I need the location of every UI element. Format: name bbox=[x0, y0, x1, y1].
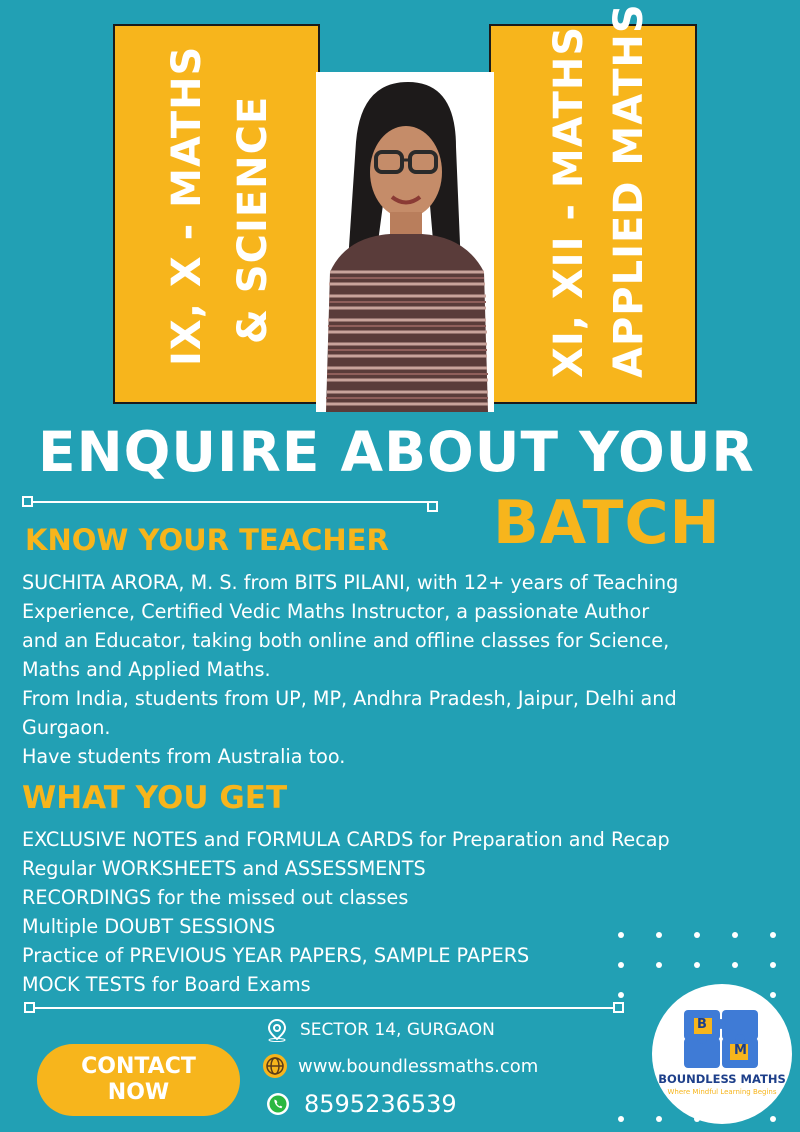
whatsapp-icon bbox=[266, 1092, 290, 1116]
benefit-item: Multiple DOUBT SESSIONS bbox=[22, 915, 276, 938]
dot bbox=[656, 932, 662, 938]
teacher-description bbox=[22, 568, 792, 771]
headline-main: ENQUIRE ABOUT YOUR bbox=[38, 420, 755, 484]
teacher-heading: KNOW YOUR TEACHER bbox=[25, 523, 389, 557]
benefits-heading: WHAT YOU GET bbox=[22, 780, 288, 816]
dot bbox=[694, 962, 700, 968]
benefit-item: Regular WORKSHEETS and ASSESSMENTS bbox=[22, 857, 426, 880]
divider-line-top bbox=[28, 501, 432, 503]
teacher-line: Maths and Applied Maths. bbox=[22, 658, 271, 681]
divider-line-bottom bbox=[30, 1007, 618, 1009]
teacher-line: Experience, Certified Vedic Maths Instructor, a passionate Author bbox=[22, 600, 650, 623]
address-text: SECTOR 14, GURGAON bbox=[300, 1020, 495, 1040]
benefit-item: Practice of PREVIOUS YEAR PAPERS, SAMPLE PAPERS bbox=[22, 944, 530, 967]
dot bbox=[618, 962, 624, 968]
dot bbox=[732, 932, 738, 938]
puzzle-logo-icon bbox=[652, 984, 792, 1124]
teacher-line: Have students from Australia too. bbox=[22, 745, 346, 768]
dot bbox=[732, 962, 738, 968]
globe-icon bbox=[262, 1053, 288, 1079]
logo-letter-m: M bbox=[734, 1043, 747, 1058]
contact-now-button[interactable] bbox=[37, 1044, 240, 1116]
left-course-box bbox=[113, 24, 320, 404]
benefit-item: MOCK TESTS for Board Exams bbox=[22, 973, 311, 996]
logo-name: BOUNDLESS MATHS bbox=[658, 1072, 786, 1086]
contact-button-line2: NOW bbox=[107, 1080, 170, 1105]
right-course-box bbox=[489, 3, 697, 404]
divider-square-bottom-left bbox=[24, 1002, 35, 1013]
dot bbox=[694, 932, 700, 938]
website-row bbox=[262, 1052, 538, 1080]
logo-letter-b: B bbox=[697, 1017, 707, 1032]
headline-batch: BATCH bbox=[493, 488, 721, 558]
teacher-line: SUCHITA ARORA, M. S. from BITS PILANI, with 12+ years of Teaching bbox=[22, 571, 679, 594]
benefit-item: EXCLUSIVE NOTES and FORMULA CARDS for Preparation and Recap bbox=[22, 828, 670, 851]
teacher-photo bbox=[316, 72, 494, 412]
left-box-line2: & SCIENCE bbox=[230, 95, 276, 344]
address-row bbox=[266, 1018, 495, 1042]
website-link[interactable]: www.boundlessmaths.com bbox=[298, 1055, 539, 1077]
dot bbox=[618, 1116, 624, 1122]
teacher-line: Gurgaon. bbox=[22, 716, 111, 739]
logo-tagline: Where Mindful Learning Begins bbox=[667, 1088, 777, 1096]
contact-button-line1: CONTACT bbox=[81, 1054, 196, 1079]
dot bbox=[770, 932, 776, 938]
location-pin-icon bbox=[266, 1018, 288, 1042]
phone-row bbox=[266, 1088, 457, 1120]
teacher-line: From India, students from UP, MP, Andhra Pradesh, Jaipur, Delhi and bbox=[22, 687, 677, 710]
right-box-line2: APPLIED MATHS bbox=[606, 3, 652, 378]
left-box-line1: IX, X - MATHS bbox=[164, 45, 210, 366]
divider-square-right bbox=[427, 501, 438, 512]
dot bbox=[618, 932, 624, 938]
divider-square-left bbox=[22, 496, 33, 507]
dot bbox=[656, 962, 662, 968]
teacher-line: and an Educator, taking both online and offline classes for Science, bbox=[22, 629, 670, 652]
phone-number[interactable]: 8595236539 bbox=[304, 1090, 457, 1118]
dot bbox=[770, 962, 776, 968]
right-box-line1: XI, XII - MATHS bbox=[546, 25, 592, 378]
boundless-maths-logo bbox=[652, 984, 792, 1124]
teacher-portrait-icon bbox=[316, 72, 494, 412]
dot bbox=[618, 992, 624, 998]
benefit-item: RECORDINGS for the missed out classes bbox=[22, 886, 409, 909]
